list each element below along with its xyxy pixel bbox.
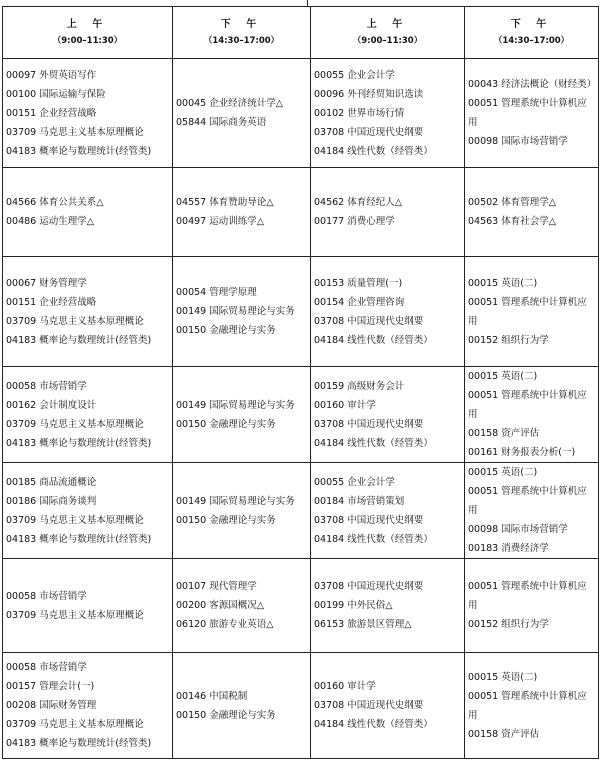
course-entry: 00199 中外民俗△ bbox=[314, 600, 393, 611]
schedule-cell bbox=[311, 559, 465, 653]
schedule-cell bbox=[311, 168, 465, 257]
course-entry: 00045 企业经济统计学△ bbox=[176, 98, 284, 109]
course-entry: 04183 概率论与数理统计(经管类) bbox=[6, 334, 152, 346]
header-row bbox=[3, 7, 599, 59]
header-label: 上 午 bbox=[366, 18, 409, 30]
schedule-row bbox=[3, 653, 599, 759]
course-entry: 03709 马克思主义基本原理概论 bbox=[6, 514, 144, 526]
schedule-cell bbox=[173, 463, 311, 559]
course-entry: 00015 英语(二) bbox=[468, 277, 538, 289]
course-entry: 00161 财务报表分析(一) bbox=[468, 447, 576, 458]
course-entry: 00015 英语(二) bbox=[468, 371, 538, 382]
course-entry: 00149 国际贸易理论与实务 bbox=[176, 306, 295, 317]
course-entry: 00051 管理系统中计算机应用 bbox=[468, 486, 587, 516]
course-entry: 00098 国际市场营销学 bbox=[468, 524, 568, 535]
course-entry: 00497 运动训练学△ bbox=[176, 216, 265, 227]
course-entry: 00150 金融理论与实务 bbox=[176, 418, 276, 430]
header-day1-morning bbox=[3, 7, 173, 59]
course-entry: 00158 资产评估 bbox=[468, 428, 540, 439]
schedule-row bbox=[3, 257, 599, 367]
course-entry: 00097 外贸英语写作 bbox=[6, 69, 97, 81]
course-entry: 00098 国际市场营销学 bbox=[468, 136, 568, 147]
course-entry: 00200 客源国概况△ bbox=[176, 600, 265, 611]
schedule-cell bbox=[465, 367, 599, 463]
course-entry: 00102 世界市场行情 bbox=[314, 107, 405, 119]
header-day2-morning bbox=[311, 7, 465, 59]
schedule-cell bbox=[173, 653, 311, 759]
course-entry: 00186 国际商务谈判 bbox=[6, 495, 97, 507]
course-entry: 00151 企业经营战略 bbox=[6, 296, 97, 308]
course-entry: 03708 中国近现代史纲要 bbox=[314, 700, 424, 711]
course-entry: 00055 企业会计学 bbox=[314, 476, 395, 488]
course-entry: 03709 马克思主义基本原理概论 bbox=[6, 126, 144, 138]
course-entry: 03709 马克思主义基本原理概论 bbox=[6, 418, 144, 430]
header-time: （14:30–17:00） bbox=[493, 35, 570, 46]
course-entry: 00150 金融理论与实务 bbox=[176, 325, 276, 336]
course-entry: 00153 质量管理(一) bbox=[314, 277, 403, 289]
schedule-cell bbox=[3, 59, 173, 168]
course-entry: 00208 国际财务管理 bbox=[6, 700, 97, 711]
course-entry: 00486 运动生理学△ bbox=[6, 216, 95, 227]
header-label: 下 午 bbox=[510, 18, 553, 30]
course-entry: 00152 组织行为学 bbox=[468, 619, 549, 630]
course-entry: 03709 马克思主义基本原理概论 bbox=[6, 609, 144, 621]
course-entry: 04562 体育经纪人△ bbox=[314, 197, 403, 208]
course-entry: 00157 管理会计(一) bbox=[6, 681, 95, 692]
course-entry: 00067 财务管理学 bbox=[6, 277, 87, 289]
course-entry: 00149 国际贸易理论与实务 bbox=[176, 495, 295, 507]
course-entry: 05844 国际商务英语 bbox=[176, 117, 267, 128]
schedule-row bbox=[3, 463, 599, 559]
schedule-cell bbox=[465, 59, 599, 168]
course-entry: 00015 英语(二) bbox=[468, 467, 538, 478]
schedule-cell bbox=[465, 257, 599, 367]
schedule-cell bbox=[3, 168, 173, 257]
header-day2-afternoon bbox=[465, 7, 599, 59]
course-entry: 04184 线性代数（经管类） bbox=[314, 334, 433, 346]
course-entry: 00185 商品流通概论 bbox=[6, 476, 97, 488]
course-entry: 04557 体育赞助导论△ bbox=[176, 197, 274, 208]
course-entry: 00158 资产评估 bbox=[468, 728, 540, 740]
course-entry: 00502 体育管理学△ bbox=[468, 197, 557, 208]
schedule-cell bbox=[3, 367, 173, 463]
course-entry: 04183 概率论与数理统计(经管类) bbox=[6, 437, 152, 449]
course-entry: 00051 管理系统中计算机应用 bbox=[468, 390, 587, 420]
schedule-cell bbox=[311, 257, 465, 367]
course-entry: 00096 外刊经贸知识选读 bbox=[314, 88, 424, 100]
course-entry: 00051 管理系统中计算机应用 bbox=[468, 581, 587, 611]
course-entry: 04184 线性代数（经管类） bbox=[314, 145, 433, 157]
schedule-cell bbox=[3, 559, 173, 653]
schedule-cell bbox=[173, 257, 311, 367]
course-entry: 00051 管理系统中计算机应用 bbox=[468, 690, 587, 721]
schedule-cell bbox=[465, 463, 599, 559]
course-entry: 04183 概率论与数理统计(经管类) bbox=[6, 738, 152, 749]
course-entry: 04183 概率论与数理统计(经管类) bbox=[6, 533, 152, 545]
schedule-cell bbox=[3, 257, 173, 367]
header-day1-afternoon bbox=[173, 7, 311, 59]
course-entry: 00051 管理系统中计算机应用 bbox=[468, 296, 587, 327]
schedule-cell bbox=[173, 367, 311, 463]
course-entry: 03709 马克思主义基本原理概论 bbox=[6, 315, 144, 327]
course-entry: 04184 线性代数（经管类） bbox=[314, 437, 433, 449]
course-entry: 00159 高级财务会计 bbox=[314, 380, 405, 392]
schedule-cell bbox=[311, 463, 465, 559]
course-entry: 00152 组织行为学 bbox=[468, 334, 549, 346]
course-entry: 06120 旅游专业英语△ bbox=[176, 619, 274, 630]
schedule-cell bbox=[3, 653, 173, 759]
header-time: （9:00–11:30） bbox=[52, 35, 123, 46]
course-entry: 03708 中国近现代史纲要 bbox=[314, 514, 424, 526]
course-entry: 03708 中国近现代史纲要 bbox=[314, 315, 424, 327]
exam-schedule-table bbox=[2, 6, 599, 759]
schedule-body bbox=[3, 59, 599, 759]
course-entry: 00100 国际运输与保险 bbox=[6, 88, 106, 100]
course-entry: 00043 经济法概论（财经类） bbox=[468, 79, 597, 90]
course-entry: 03708 中国近现代史纲要 bbox=[314, 126, 424, 138]
course-entry: 00160 审计学 bbox=[314, 681, 376, 692]
course-entry: 03709 马克思主义基本原理概论 bbox=[6, 719, 144, 730]
course-entry: 04184 线性代数（经管类） bbox=[314, 533, 433, 545]
schedule-cell bbox=[173, 559, 311, 653]
course-entry: 00160 审计学 bbox=[314, 399, 376, 411]
schedule-row bbox=[3, 59, 599, 168]
course-entry: 00154 企业管理咨询 bbox=[314, 296, 405, 308]
course-entry: 00107 现代管理学 bbox=[176, 581, 257, 592]
schedule-cell bbox=[465, 559, 599, 653]
schedule-row bbox=[3, 559, 599, 653]
header-time: （14:30–17:00） bbox=[203, 35, 280, 46]
schedule-cell bbox=[465, 168, 599, 257]
header-label: 下 午 bbox=[220, 18, 263, 30]
course-entry: 04563 体育社会学△ bbox=[468, 216, 557, 227]
course-entry: 06153 旅游景区管理△ bbox=[314, 619, 412, 630]
schedule-cell bbox=[311, 653, 465, 759]
course-entry: 04184 线性代数（经管类） bbox=[314, 719, 433, 730]
course-entry: 00015 英语(二) bbox=[468, 671, 538, 683]
course-entry: 00183 消费经济学 bbox=[468, 543, 549, 554]
course-entry: 00150 金融理论与实务 bbox=[176, 709, 276, 721]
course-entry: 00151 企业经营战略 bbox=[6, 107, 97, 119]
course-entry: 00054 管理学原理 bbox=[176, 287, 257, 298]
course-entry: 00149 国际贸易理论与实务 bbox=[176, 399, 295, 411]
course-entry: 00058 市场营销学 bbox=[6, 380, 87, 392]
course-entry: 00055 企业会计学 bbox=[314, 69, 395, 81]
course-entry: 00162 会计制度设计 bbox=[6, 399, 97, 411]
schedule-row bbox=[3, 367, 599, 463]
course-entry: 00177 消费心理学 bbox=[314, 216, 395, 227]
schedule-cell bbox=[173, 168, 311, 257]
header-label: 上 午 bbox=[66, 18, 109, 30]
course-entry: 04566 体育公共关系△ bbox=[6, 197, 104, 208]
course-entry: 00150 金融理论与实务 bbox=[176, 514, 276, 526]
course-entry: 00051 管理系统中计算机应用 bbox=[468, 98, 587, 128]
course-entry: 03708 中国近现代史纲要 bbox=[314, 581, 424, 592]
course-entry: 00058 市场营销学 bbox=[6, 662, 87, 673]
header-time: （9:00–11:30） bbox=[352, 35, 423, 46]
schedule-cell bbox=[311, 367, 465, 463]
schedule-row bbox=[3, 168, 599, 257]
course-entry: 00146 中国税制 bbox=[176, 690, 248, 702]
course-entry: 00058 市场营销学 bbox=[6, 590, 87, 602]
schedule-cell bbox=[465, 653, 599, 759]
schedule-cell bbox=[3, 463, 173, 559]
course-entry: 04183 概率论与数理统计(经管类) bbox=[6, 145, 152, 157]
course-entry: 03708 中国近现代史纲要 bbox=[314, 418, 424, 430]
course-entry: 00184 市场营销策划 bbox=[314, 495, 405, 507]
schedule-cell bbox=[311, 59, 465, 168]
schedule-cell bbox=[173, 59, 311, 168]
